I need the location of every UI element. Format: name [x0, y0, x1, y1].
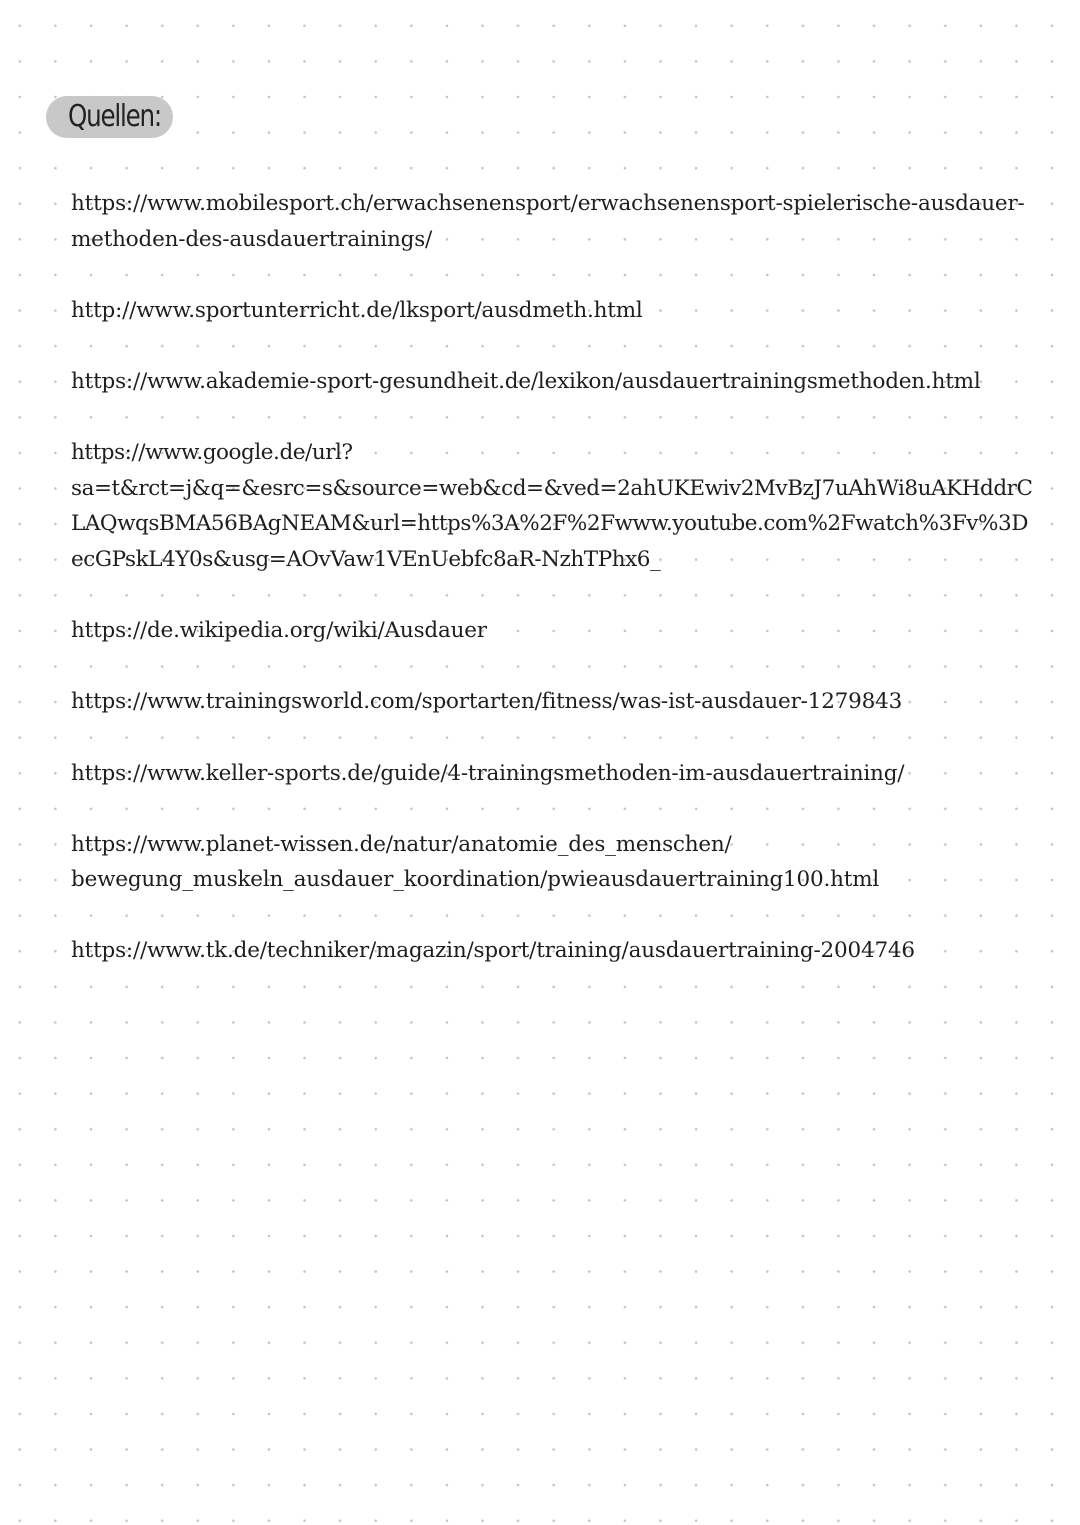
source-link-tk[interactable]: https://www.tk.de/techniker/magazin/sport/training/ausdauertraining-2004746 — [71, 938, 915, 964]
source-link-akademie-sport[interactable]: https://www.akademie-sport-gesundheit.de/lexikon/ausdauertrainingsmethoden.html — [71, 368, 981, 394]
sources-heading: Quellen: — [68, 99, 161, 134]
source-link-trainingsworld[interactable]: https://www.trainingsworld.com/sportarten/fitness/was-ist-ausdauer-1279843 — [71, 689, 903, 715]
source-link-mobilesport[interactable]: https://www.mobilesport.ch/erwachsenensport/erwachsenensport-spielerische-ausdauer- methoden-des-ausdauertrainings/ — [71, 191, 1025, 252]
sources-heading-badge — [46, 96, 173, 138]
source-link-wikipedia[interactable]: https://de.wikipedia.org/wiki/Ausdauer — [71, 618, 487, 644]
source-link-keller-sports[interactable]: https://www.keller-sports.de/guide/4-trainingsmethoden-im-ausdauertraining/ — [71, 760, 905, 786]
source-link-planet-wissen[interactable]: https://www.planet-wissen.de/natur/anatomie_des_menschen/ bewegung_muskeln_ausdauer_koordination/pwieausdauertraining100.html — [71, 831, 880, 893]
source-link-google[interactable]: https://www.google.de/url? sa=t&rct=j&q=&esrc=s&source=web&cd=&ved=2ahUKEwiv2MvBzJ7uAhWi8uAKHddrC LAQwqsBMA56BAgNEAM&url=https%3A%2F%2Fwww.youtube.com%2Fwatch%3Fv%3D ecGPskL4Y0s&usg=AOvVaw1VEnUebfc8aR-NzhTPhx6_ — [71, 440, 1033, 572]
source-link-sportunterricht[interactable]: http://www.sportunterricht.de/lksport/ausdmeth.html — [71, 297, 643, 323]
source-list — [71, 186, 1071, 1005]
